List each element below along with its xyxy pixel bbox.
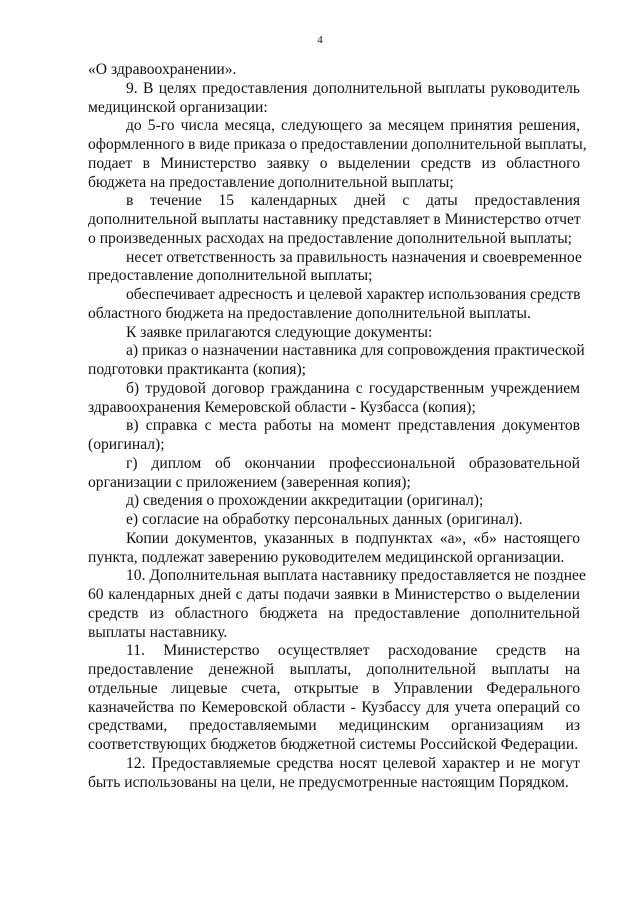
paragraph-11 bbox=[88, 642, 580, 755]
text-line: Копии документов, указанных в подпунктах «а», «б» настоящего bbox=[126, 529, 580, 547]
paragraph-d bbox=[88, 492, 580, 511]
page-number: 4 bbox=[317, 34, 323, 46]
paragraph-9 bbox=[88, 80, 580, 118]
text-line: 10. Дополнительная выплата наставнику предоставляется не позднее bbox=[126, 567, 586, 585]
paragraph-9-2 bbox=[88, 192, 580, 248]
text-line: 60 календарных дней с даты подачи заявки в Министерство о выделении bbox=[88, 586, 580, 603]
document-body bbox=[88, 61, 587, 792]
text-line: 9. В целях предоставления дополнительной выплаты руководитель bbox=[126, 79, 580, 97]
text-line: а) приказ о назначении наставника для сопровождения практической bbox=[126, 342, 585, 360]
text-line: в течение 15 календарных дней с даты предоставления bbox=[126, 192, 580, 210]
text-line: подготовки практиканта (копия); bbox=[88, 361, 306, 378]
text-line: областного бюджета на предоставление дополнительной выплаты. bbox=[88, 304, 531, 322]
paragraph-9-1 bbox=[88, 117, 587, 192]
text-line: д) сведения о прохождении аккредитации (оригинал); bbox=[126, 492, 484, 510]
text-line: предоставление денежной выплаты, дополнительной выплаты на bbox=[88, 661, 580, 678]
paragraph-v bbox=[88, 417, 580, 455]
paragraph-10 bbox=[88, 567, 586, 642]
text-line: здравоохранения Кемеровской области - Кузбасса (копия); bbox=[88, 398, 476, 416]
text-line: средствами, предоставляемыми медицинским организациям из bbox=[88, 717, 580, 735]
text-line: подает в Министерство заявку о выделении средств из областного bbox=[88, 154, 580, 172]
paragraph-12 bbox=[88, 755, 580, 793]
text-line: выплаты наставнику. bbox=[88, 623, 228, 641]
text-line: казначейства по Кемеровской области - Кузбассу для учета операций со bbox=[88, 698, 580, 716]
paragraph-intro bbox=[88, 61, 580, 80]
paragraph-g bbox=[88, 455, 580, 493]
text-line: организации с приложением (заверенная копия); bbox=[88, 473, 411, 491]
paragraph-docs bbox=[88, 324, 580, 343]
text-line: отдельные лицевые счета, открытые в Управлении Федерального bbox=[88, 679, 580, 697]
text-line: бюджета на предоставление дополнительной выплаты; bbox=[88, 173, 454, 191]
text-line: К заявке прилагаются следующие документы: bbox=[126, 323, 433, 341]
text-line: 12. Предоставляемые средства носят целевой характер и не могут bbox=[126, 754, 580, 772]
paragraph-copies bbox=[88, 530, 580, 568]
text-line: соответствующих бюджетов бюджетной системы Российской Федерации. bbox=[88, 736, 579, 753]
paragraph-9-4 bbox=[88, 286, 580, 324]
text-line: медицинской организации: bbox=[88, 98, 268, 116]
text-line: в) справка с места работы на момент представления документов bbox=[126, 417, 580, 435]
text-line: о произведенных расходах на предоставление дополнительной выплаты; bbox=[88, 229, 572, 247]
text-line: 11. Министерство осуществляет расходование средств на bbox=[126, 642, 580, 660]
text-line: «О здравоохранении». bbox=[88, 61, 237, 78]
text-line: г) диплом об окончании профессиональной образовательной bbox=[126, 454, 580, 472]
paragraph-e bbox=[88, 511, 580, 530]
text-line: быть использованы на цели, не предусмотренные настоящим Порядком. bbox=[88, 773, 569, 791]
text-line: дополнительной выплаты наставнику представляет в Министерство отчет bbox=[88, 211, 581, 228]
text-line: обеспечивает адресность и целевой характер использования средств bbox=[126, 286, 581, 303]
text-line: до 5-го числа месяца, следующего за месяцем принятия решения, bbox=[126, 117, 580, 135]
paragraph-a bbox=[88, 342, 585, 380]
text-line: (оригинал); bbox=[88, 436, 165, 453]
paragraph-9-3 bbox=[88, 249, 580, 287]
text-line: б) трудовой договор гражданина с государственным учреждением bbox=[126, 379, 580, 397]
text-line: пункта, подлежат заверению руководителем медицинской организации. bbox=[88, 548, 565, 566]
paragraph-b bbox=[88, 380, 580, 418]
text-line: оформленного в виде приказа о предоставлении дополнительной выплаты, bbox=[88, 136, 587, 153]
text-line: средств из областного бюджета на предоставление дополнительной bbox=[88, 604, 580, 622]
text-line: несет ответственность за правильность назначения и своевременное bbox=[126, 248, 582, 266]
text-line: предоставление дополнительной выплаты; bbox=[88, 267, 373, 285]
text-line: е) согласие на обработку персональных данных (оригинал). bbox=[126, 511, 523, 528]
